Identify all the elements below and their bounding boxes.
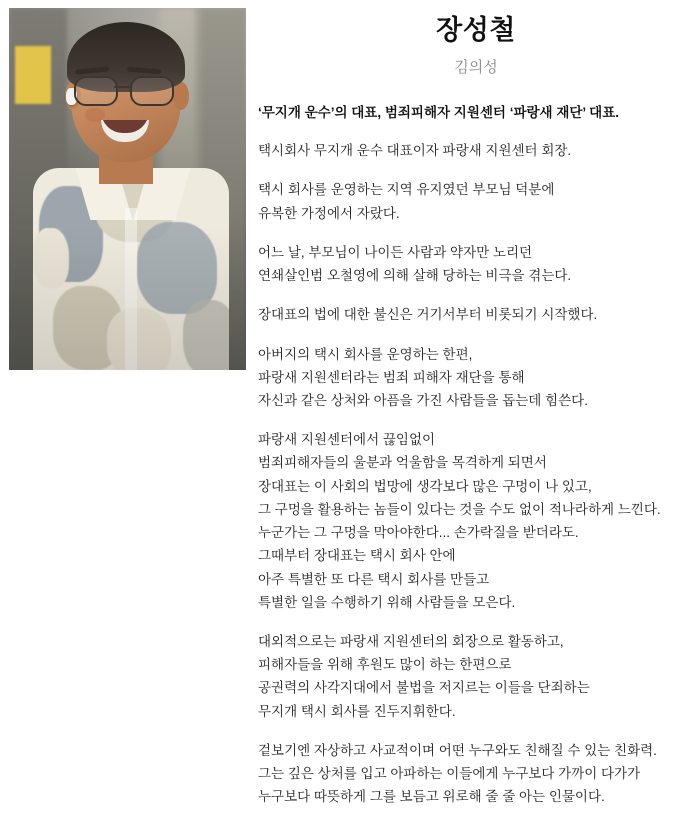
character-text-column bbox=[258, 0, 694, 809]
character-portrait-photo bbox=[9, 8, 246, 370]
description-line: 공권력의 사각지대에서 불법을 저지르는 이들을 단죄하는 bbox=[258, 680, 590, 696]
photo-vignette bbox=[9, 8, 246, 370]
description-line: 유복한 가정에서 자랐다. bbox=[258, 205, 400, 221]
description-line: 택시 회사를 운영하는 지역 유지였던 부모님 덕분에 bbox=[258, 182, 555, 198]
description-paragraph bbox=[258, 343, 694, 413]
description-line: 파랑새 지원센터에서 끊임없이 bbox=[258, 432, 436, 448]
description-line: 그때부터 장대표는 택시 회사 안에 bbox=[258, 548, 456, 564]
description-line: 장대표의 법에 대한 불신은 거기서부터 비롯되기 시작했다. bbox=[258, 307, 598, 323]
description-line: 아버지의 택시 회사를 운영하는 한편, bbox=[258, 346, 473, 362]
description-line: 범죄피해자들의 울분과 억울함을 목격하게 되면서 bbox=[258, 455, 547, 471]
description-paragraph bbox=[258, 178, 694, 224]
description-line: 장대표는 이 사회의 법망에 생각보다 많은 구멍이 나 있고, bbox=[258, 478, 592, 494]
description-paragraph bbox=[258, 630, 694, 723]
description-line: 특별한 일을 수행하기 위해 사람들을 모은다. bbox=[258, 594, 516, 610]
description-paragraph bbox=[258, 739, 694, 809]
description-paragraph bbox=[258, 139, 694, 162]
actor-name: 김의성 bbox=[454, 59, 498, 76]
description-line: 어느 날, 부모님이 나이든 사람과 약자만 노리던 bbox=[258, 244, 533, 260]
description-line: 그 구멍을 활용하는 놈들이 있다는 것을 수도 없이 적나라하게 느낀다. bbox=[258, 501, 661, 517]
description-paragraph bbox=[258, 428, 694, 614]
description-line: 누군가는 그 구멍을 막아야한다... 손가락질을 받더라도. bbox=[258, 525, 579, 541]
description-line: 대외적으로는 파랑새 지원센터의 회장으로 활동하고, bbox=[258, 633, 564, 649]
description-line: 자신과 같은 상처와 아픔을 가진 사람들을 돕는데 힘쓴다. bbox=[258, 393, 588, 408]
description-line: 아주 특별한 또 다른 택시 회사를 만들고 bbox=[258, 571, 490, 587]
page-title: 장성철 bbox=[436, 15, 516, 45]
description-line: 누구보다 따뜻하게 그를 보듬고 위로해 줄 줄 아는 인물이다. bbox=[258, 789, 605, 805]
description-paragraph bbox=[258, 241, 694, 287]
description-line: 겉보기엔 자상하고 사교적이며 어떤 누구와도 친해질 수 있는 친화력. bbox=[258, 742, 657, 758]
description-line: 택시회사 무지개 운수 대표이자 파랑새 지원센터 회장. bbox=[258, 143, 572, 159]
description-line: 무지개 택시 회사를 진두지휘한다. bbox=[258, 703, 456, 719]
description-paragraph bbox=[258, 303, 694, 326]
character-tagline: ‘무지개 운수’의 대표, 범죄피해자 지원센터 ‘파랑새 재단’ 대표. bbox=[258, 105, 619, 120]
description-line: 파랑새 지원센터라는 범죄 피해자 재단을 통해 bbox=[258, 369, 525, 385]
character-description bbox=[258, 139, 694, 808]
description-line: 연쇄살인범 오철영에 의해 살해 당하는 비극을 겪는다. bbox=[258, 268, 572, 284]
description-line: 피해자들을 위해 후원도 많이 하는 한편으로 bbox=[258, 657, 512, 673]
description-line: 그는 깊은 상처를 입고 아파하는 이들에게 누구보다 가까이 다가가 bbox=[258, 766, 641, 782]
